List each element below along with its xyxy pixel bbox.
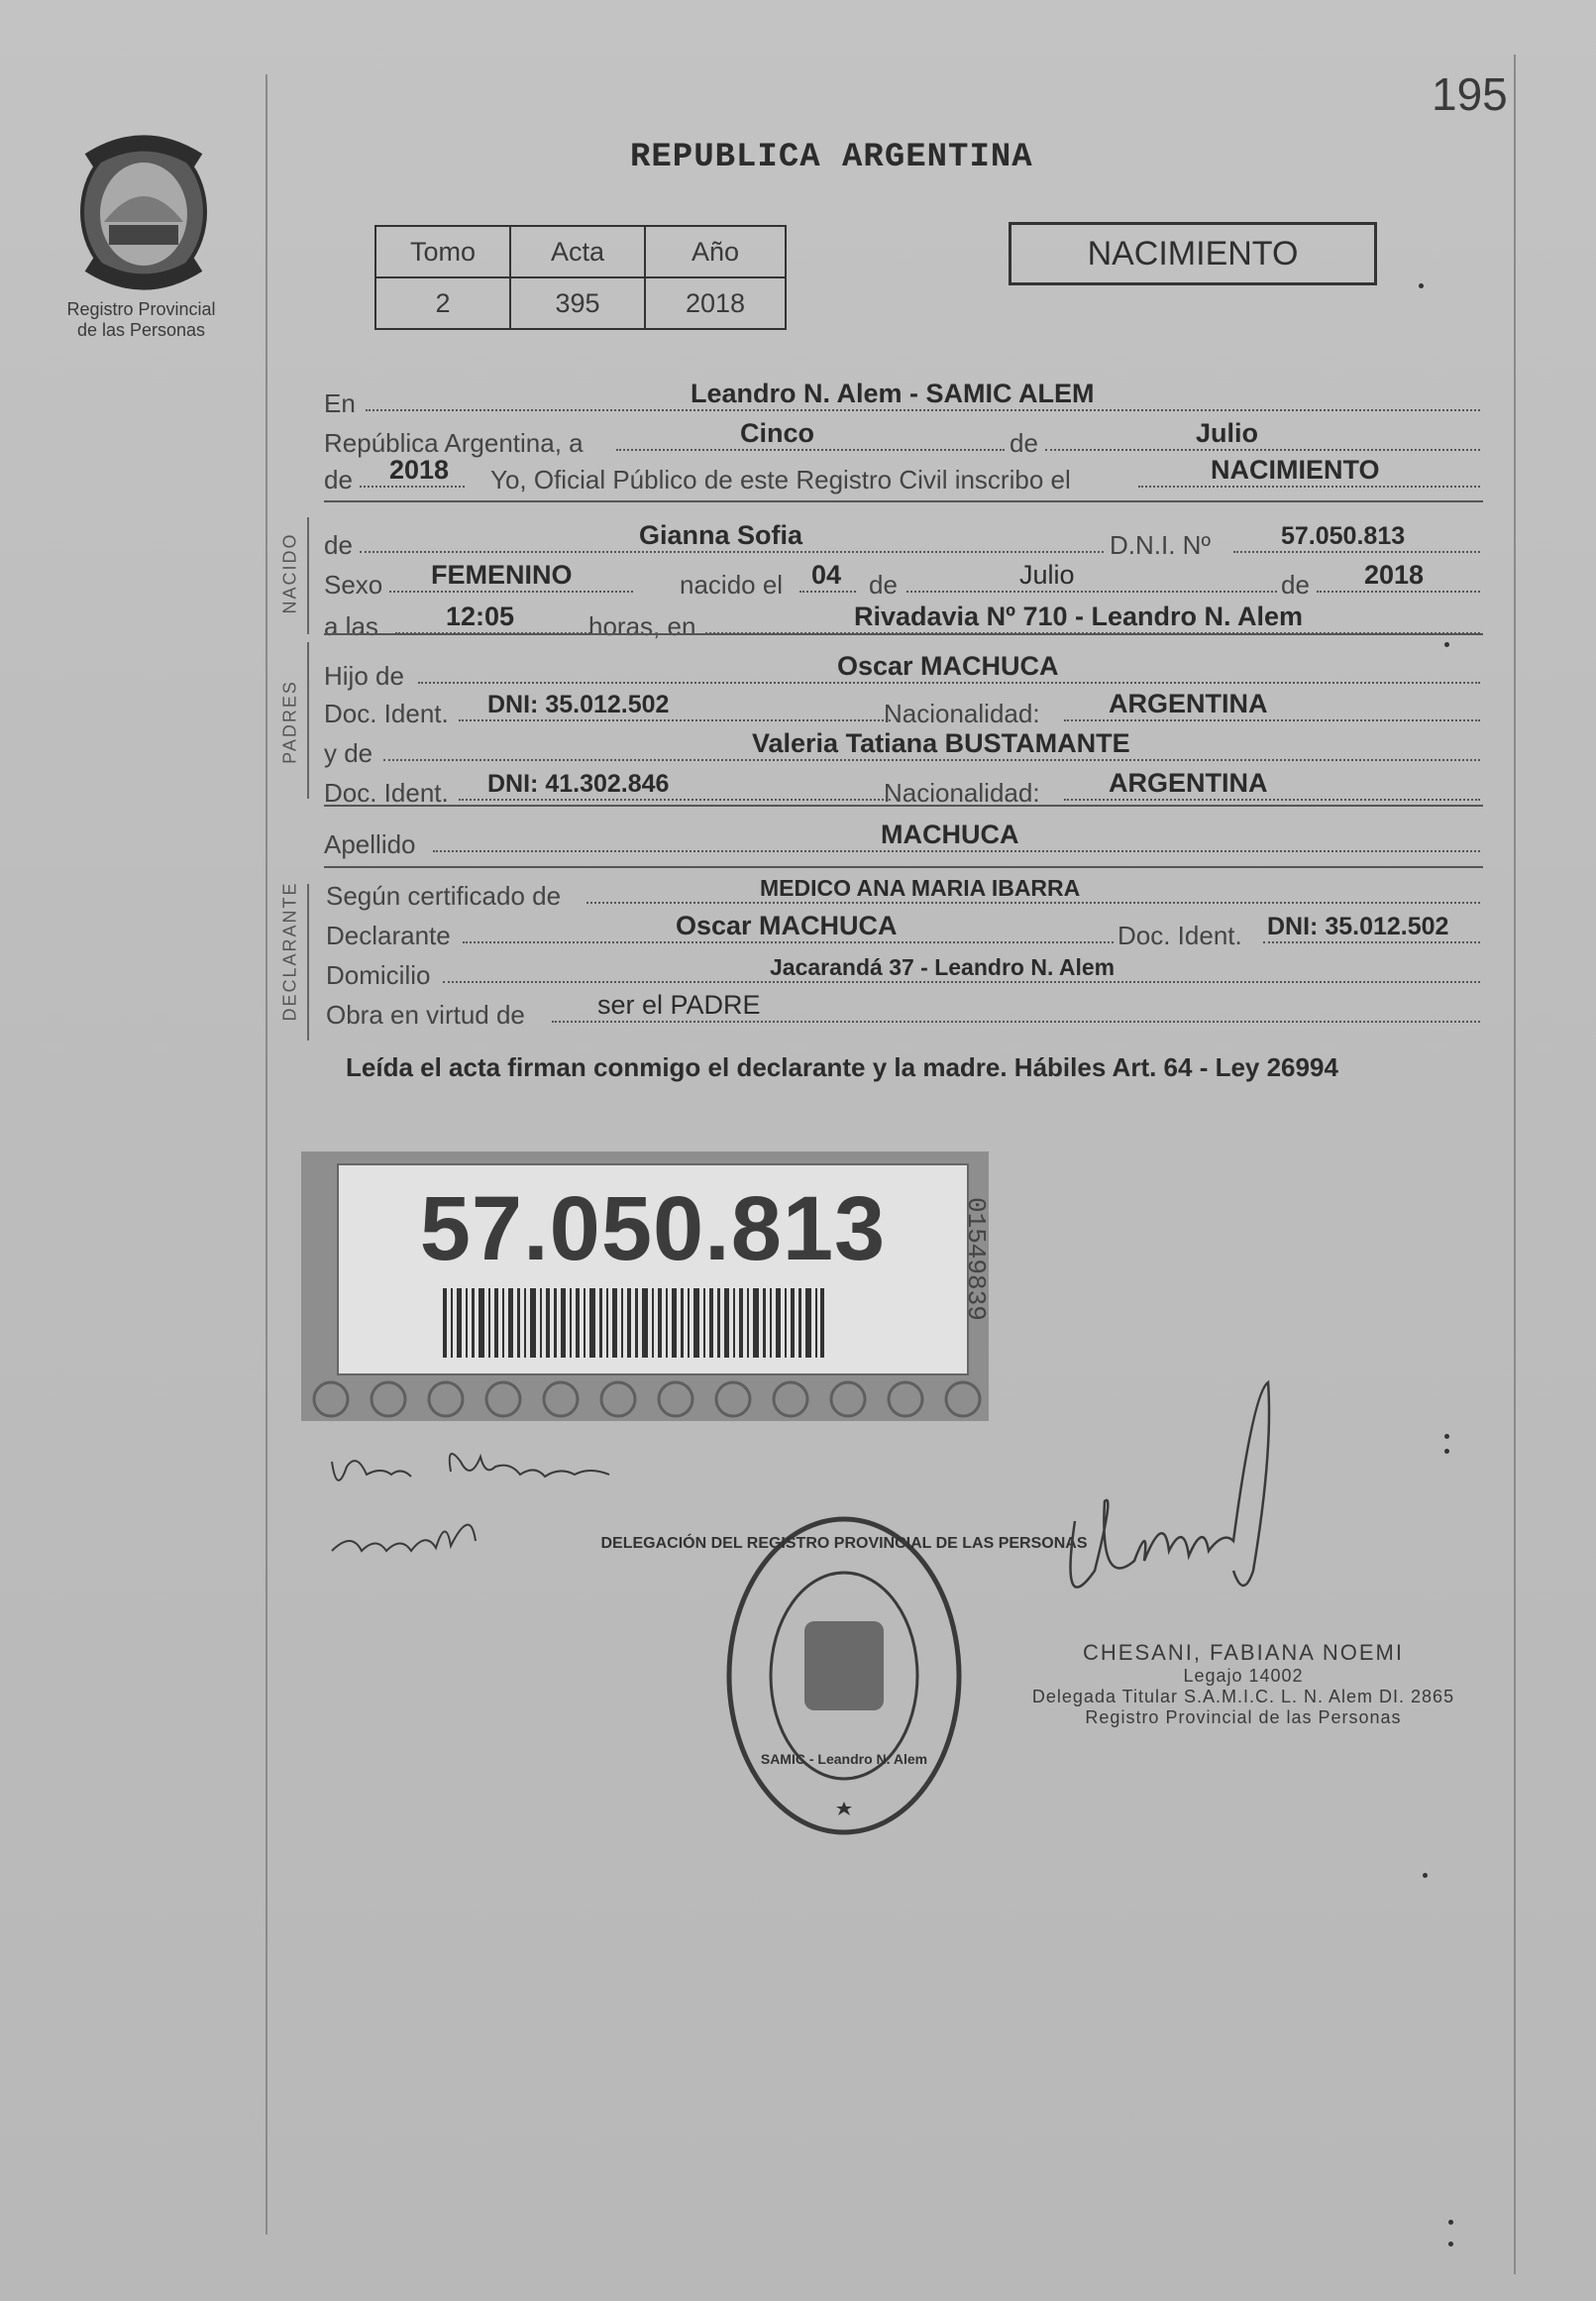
ink-dot (1448, 2220, 1453, 2225)
doc-label: Doc. Ident. (324, 778, 449, 808)
coat-of-arms-icon (804, 1621, 884, 1710)
dotted-line (463, 941, 1114, 943)
section-bar (307, 642, 309, 799)
year-value: 2018 (389, 455, 450, 485)
dotted-line (1263, 941, 1480, 943)
page-number: 195 (1432, 68, 1508, 120)
row-declarant (324, 911, 1480, 953)
nac-label: Nacionalidad: (884, 699, 1040, 728)
father-doc: DNI: 35.012.502 (487, 691, 670, 718)
event-value: NACIMIENTO (1211, 455, 1380, 485)
province-shield-logo (69, 131, 218, 299)
separator-line (324, 633, 1483, 635)
obra-label: Obra en virtud de (326, 1000, 525, 1030)
ink-dot (1419, 283, 1424, 288)
yde-label: y de (324, 738, 373, 768)
doc-label: Doc. Ident. (1117, 921, 1242, 950)
officer-signature (1055, 1372, 1303, 1630)
stamp-inner-text: SAMIC - Leandro N. Alem (760, 1751, 928, 1767)
ink-dot (1444, 1434, 1449, 1439)
sexo-label: Sexo (324, 570, 383, 600)
dotted-line (1064, 799, 1480, 801)
ink-dot (1423, 1873, 1428, 1878)
mother-name: Valeria Tatiana BUSTAMANTE (752, 728, 1130, 758)
ink-dot (1444, 1449, 1449, 1454)
child-name: Gianna Sofia (639, 520, 803, 550)
dotted-line (1138, 486, 1480, 488)
ink-dot (1448, 2242, 1453, 2246)
signer-name: CHESANI, FABIANA NOEMI (1083, 1640, 1404, 1665)
decl-name: Oscar MACHUCA (676, 911, 898, 940)
row-year (324, 455, 1480, 497)
section-bar (307, 517, 309, 634)
row-father-doc (324, 689, 1480, 731)
doc-label: Doc. Ident. (324, 699, 449, 728)
de-label: de (324, 530, 353, 560)
dni-sticker (301, 1151, 989, 1421)
de-label-year: de (1281, 570, 1310, 600)
dotted-line (1045, 449, 1480, 451)
row-apellido (324, 822, 1480, 862)
row-domicilio (324, 953, 1480, 993)
dotted-line (418, 682, 1480, 684)
row-father (324, 651, 1480, 694)
cert-label: Según certificado de (326, 881, 562, 911)
dotted-line (443, 981, 1480, 983)
country-title: REPUBLICA ARGENTINA (630, 139, 1033, 176)
value-acta: 395 (510, 277, 645, 329)
row-mother (324, 728, 1480, 771)
separator-line (324, 866, 1483, 868)
ink-dot (1444, 642, 1449, 647)
dotted-line (552, 1021, 1480, 1023)
de-label-month: de (869, 570, 898, 600)
row-obra (324, 990, 1480, 1033)
birth-year: 2018 (1364, 560, 1425, 590)
header-acta: Acta (510, 226, 645, 277)
dotted-line (1317, 591, 1480, 593)
registry-table-header (375, 226, 786, 277)
father-nationality: ARGENTINA (1109, 689, 1268, 718)
father-name: Oscar MACHUCA (837, 651, 1059, 681)
apellido-label: Apellido (324, 829, 416, 859)
closing-note: Leída el acta firman conmigo el declarante y la madre. Hábiles Art. 64 - Ley 26994 (346, 1052, 1338, 1082)
registry-table-values (375, 277, 786, 329)
a-las-label: a las (324, 611, 378, 641)
dom-label: Domicilio (326, 960, 431, 990)
section-label-padres: PADRES (279, 680, 300, 764)
dotted-line (586, 902, 1480, 904)
value-tomo: 2 (375, 277, 510, 329)
header-tomo: Tomo (375, 226, 510, 277)
sticker-serial: 01549839 (961, 1197, 991, 1321)
place-value: Leandro N. Alem - SAMIC ALEM (691, 379, 1095, 408)
officer-text: Yo, Oficial Público de este Registro Civil inscribo el (490, 465, 1071, 494)
right-margin-line (1514, 55, 1516, 2274)
dotted-line (360, 486, 465, 488)
dotted-line (459, 799, 891, 801)
official-stamp (600, 1514, 1088, 1837)
header-ano: Año (645, 226, 786, 277)
month-value: Julio (1196, 418, 1259, 448)
dotted-line (906, 591, 1277, 593)
en-label: En (324, 388, 356, 418)
barcode-icon (443, 1288, 824, 1358)
sexo-value: FEMENINO (431, 560, 573, 590)
mother-nationality: ARGENTINA (1109, 768, 1268, 798)
section-bar (307, 884, 309, 1041)
registry-table (374, 225, 787, 330)
signer-block (1011, 1640, 1476, 1728)
dotted-line (1064, 719, 1480, 721)
day-value: Cinco (740, 418, 815, 448)
birth-day: 04 (811, 560, 842, 590)
security-pattern-icon (301, 1377, 989, 1417)
stamp-ring-text: DELEGACIÓN DEL REGISTRO PROVINCIAL DE LAS PERSONAS (600, 1535, 1088, 1552)
signer-role: Delegada Titular S.A.M.I.C. L. N. Alem DI. 2865 (1031, 1687, 1455, 1706)
declarant-signature (322, 1437, 649, 1586)
row-time-place (324, 604, 1480, 644)
obra-value: ser el PADRE (597, 990, 761, 1020)
decl-doc: DNI: 35.012.502 (1267, 913, 1449, 940)
separator-line (324, 500, 1483, 502)
dotted-line (383, 759, 1480, 761)
section-label-nacido: NACIDO (279, 532, 300, 614)
signer-registry: Registro Provincial de las Personas (1085, 1707, 1402, 1727)
decl-label: Declarante (326, 921, 451, 950)
hijo-label: Hijo de (324, 661, 404, 691)
birth-place: Rivadavia Nº 710 - Leandro N. Alem (854, 602, 1304, 631)
cert-value: MEDICO ANA MARIA IBARRA (760, 875, 1081, 901)
signer-legajo: Legajo 14002 (1183, 1666, 1304, 1686)
dni-sticker-inner (337, 1163, 969, 1375)
republica-label: República Argentina, a (324, 428, 584, 458)
nacido-label: nacido el (680, 570, 784, 600)
dni-label: D.N.I. Nº (1110, 530, 1211, 560)
birth-month: Julio (1019, 560, 1075, 590)
horas-label: horas, en (588, 611, 696, 641)
nac-label-2: Nacionalidad: (884, 778, 1040, 808)
row-name (324, 520, 1480, 563)
left-margin-line (266, 74, 267, 2235)
domicilio-value: Jacarandá 37 - Leandro N. Alem (770, 954, 1116, 980)
de-label: de (1010, 428, 1038, 458)
row-certificate (324, 874, 1480, 914)
value-ano: 2018 (645, 277, 786, 329)
section-label-declarante: DECLARANTE (279, 881, 300, 1022)
row-sex-birth (324, 560, 1480, 603)
dotted-line (459, 719, 891, 721)
dotted-line (389, 591, 633, 593)
dotted-line (616, 449, 1005, 451)
record-type-box: NACIMIENTO (1009, 222, 1377, 285)
row-place (324, 379, 1480, 421)
dotted-line (1233, 551, 1480, 553)
mother-doc: DNI: 41.302.846 (487, 770, 670, 798)
de-label-2: de (324, 465, 353, 494)
dotted-line (366, 409, 1480, 411)
child-dni: 57.050.813 (1281, 522, 1406, 550)
dni-sticker-number: 57.050.813 (419, 1178, 887, 1279)
dotted-line (360, 551, 1104, 553)
apellido-value: MACHUCA (881, 820, 1019, 849)
dotted-line (433, 850, 1480, 852)
separator-line (324, 805, 1483, 807)
birth-time: 12:05 (446, 602, 515, 631)
dotted-line (799, 591, 856, 593)
registry-caption: Registro Provincial de las Personas (66, 299, 216, 340)
